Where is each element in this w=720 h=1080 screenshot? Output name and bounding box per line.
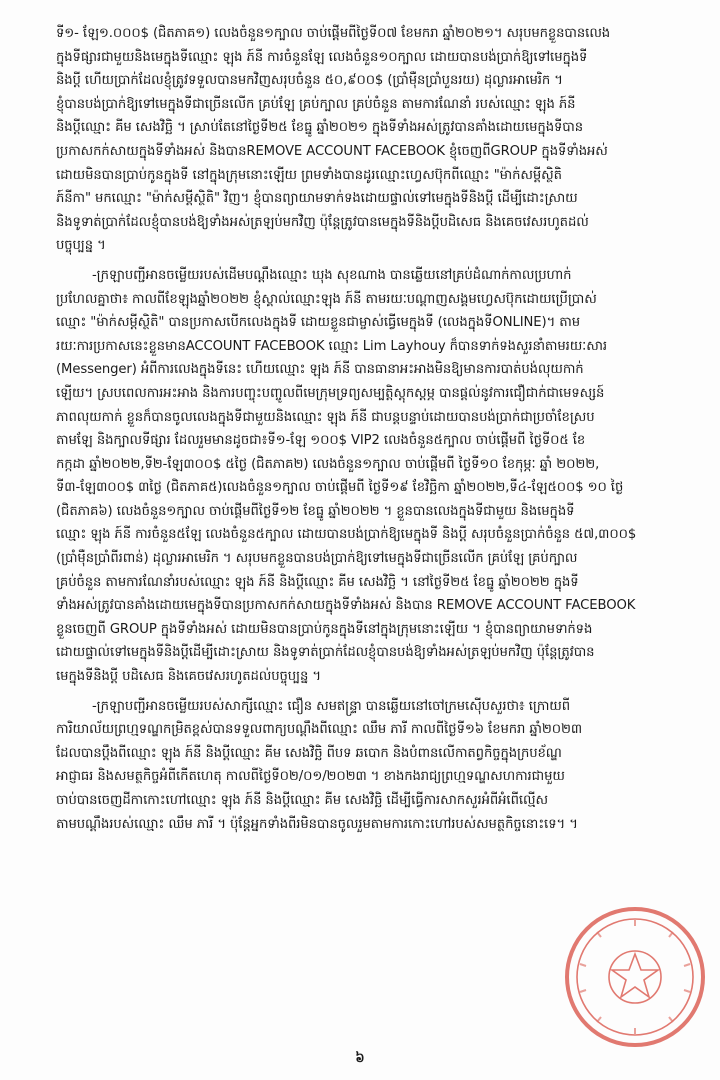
text-line: ការិយាល័យព្រហ្មទណ្ឌកម្រិតខ្ពស់បានទទួលពាក្យបណ្ដឹងពីឈ្មោះ ឈឹម ភារី កាលពីថ្ងៃទី១៦ ខែមករា ឆ្នាំ២០២៣: [56, 722, 583, 738]
text-line: ឡើយ។ ស្របពេលការអះអាង និងការបញ្ចុះបញ្ចូលពីមេក្រុមទ្រព្យសម្បត្តិស្ដុកស្ដម្ភ បានផ្ដល់នូវការជឿជាក់ជាមេទស្សន៍: [56, 385, 605, 401]
paragraph-1: [56, 22, 684, 258]
text-line: និងទូទាត់ប្រាក់ដែលខ្ញុំបានបង់ឱ្យទាំងអស់ត្រឡប់មកវិញ ប៉ុន្តែត្រូវបានមេក្នុងទីនិងប្ដីបដិសេធ និងគេចវេសរហូតដល់: [56, 214, 589, 230]
text-line: រយៈការប្រកាសនេះខ្លួនមានACCOUNT FACEBOOK ឈ្មោះ Lim Layhouy ក៏បានទាក់ទងសួរនាំតាមរយៈសារ: [56, 338, 607, 354]
text-line: ប្រកាសកក់សាយក្នុងទីទាំងអស់ និងបានREMOVE ACCOUNT FACEBOOK ខ្ញុំចេញពីGROUP ក្នុងទីទាំងអស់: [56, 143, 608, 159]
text-line: (ប្រាំម៉ឺនប្រាំពីរពាន់) ដុល្លារអាមេរិក ។ សរុបមកខ្លួនបានបង់ប្រាក់ឱ្យទៅមេក្នុងទីជាច្រើនលើក គ្រប់ឡែ គ្រប់ក្បាល: [56, 551, 578, 567]
text-line: ដោយផ្ទាល់ទៅមេក្នុងទីនិងប្ដីដើម្បីដោះស្រាយ និងទូទាត់ប្រាក់ដែលខ្ញុំបានបង់ឱ្យទាំងអស់ត្រឡប់មកវិញ ប៉ុន្តែត្រូវបាន: [56, 645, 595, 661]
text-line: ខ្ញុំបានបង់ប្រាក់ឱ្យទៅមេក្នុងទីជាច្រើនលើក គ្រប់ឡែ គ្រប់ក្បាល គ្រប់ចំនួន តាមការណែនាំ របស់ឈ្មោះ ឡុង ភ៍នី: [56, 96, 576, 112]
text-line: ចាប់បានចេញដីកាកោះហៅឈ្មោះ ឡុង ភ៍នី និងប្ដីឈ្មោះ គីម សេងវិច្ឆិ ដើម្បីធ្វើការសាកសួរអំពីអំពើល្មើស: [56, 793, 548, 808]
text-line: ទី១- ឡែ១.០០០$ (ជិតភាគ១) លេងចំនួន១ក្បាល ចាប់ផ្ដើមពីថ្ងៃទី០៧ ខែមករា ឆ្នាំ២០២១។ សរុបមកខ្លួនបានលេង: [56, 26, 611, 41]
text-line: ទី៣-ឡែ៣០០$ ៣ថ្ងៃ (ជិតភាគ៥)លេងចំនួន១ក្បាល ចាប់ផ្ដើមពី ថ្ងៃទី១៩ ខែវិច្ឆិកា ឆ្នាំ២០២២,ទី៤-ឡែ៥០០$ ១០ ថ្ងៃ: [56, 480, 624, 496]
text-line: -ក្រឡាបញ្ជីអានចម្លើយរបស់ដើមបណ្ដឹងឈ្មោះ ឃុង សុខណាង បានឆ្លើយនៅគ្រប់ដំណាក់កាលប្រហាក់: [92, 267, 572, 283]
paragraph-2: [56, 264, 684, 689]
text-line: ភ៍នីកា" មកឈ្មោះ "ម៉ាក់សម្ដីស្ថិតិ" វិញ។ ខ្ញុំបានព្យាយាមទាក់ទងដោយផ្ទាល់ទៅមេក្នុងទីនិងប្ដី ដើម្បីដោះស្រាយ: [56, 191, 578, 207]
text-line: និងប្ដី ហើយប្រាក់ដែលខ្ញុំត្រូវទទួលបានមកវិញសរុបចំនួន ៥០,៩០០$ (ប្រាំម៉ឺនប្រាំបួនរយ) ដុល្លារអាមេរិក ។: [56, 73, 563, 89]
text-line: ខ្លួនចេញពី GROUP ក្នុងទីទាំងអស់ ដោយមិនបានប្រាប់កូនក្នុងទីនៅក្នុងក្រុមនោះឡើយ ។ ខ្ញុំបានព្យាយាមទាក់ទង: [56, 621, 593, 637]
text-line: ប្រហែលគ្នាថា៖ កាលពីខែឡុងឆ្នាំ២០២២ ខ្ញុំស្គាល់ឈ្មោះឡុង ភ៍នី តាមរយៈបណ្ដាញសង្គមហ្វេសប៊ុកដោយប្រើប្រាស់: [56, 291, 597, 307]
text-line: ភាពលុយកាក់ ខ្លួនក៏បានចូលលេងក្នុងទីជាមួយនិងឈ្មោះ ឡុង ភ៍នី ជាបន្តបន្ទាប់ដោយបានបង់ប្រាក់ជាប្រចាំខែស្រប: [56, 409, 595, 425]
text-line: បច្ចុប្បន្ន ។: [56, 238, 106, 254]
text-line: មេក្នុងទីនិងប្ដី បដិសេធ និងគេចវេសរហូតដល់បច្ចុប្បន្ន ។: [56, 669, 321, 685]
text-line: អាជ្ញាធរ និងសមត្ថកិច្ចអំពីកើតហេតុ កាលពីថ្ងៃទី០២/០១/២០២៣ ។ ខាងកងរាជ្យព្រហ្មទណ្ឌសហការជាមួយ: [56, 769, 565, 785]
official-seal-stamp: [560, 902, 710, 1052]
text-line: ដោយមិនបានប្រាប់កូនក្នុងទី នៅក្នុងក្រុមនោះឡើយ ព្រមទាំងបានដូរឈ្មោះហ្វេសប៊ុកពីឈ្មោះ "ម៉ាក់សម្ដីស្ថិតិ: [56, 167, 562, 183]
paragraph-3: [56, 695, 684, 837]
text-line: ដែលបានប្ដឹងពីឈ្មោះ ឡុង ភ៍នី និងប្ដីឈ្មោះ គីម សេងវិច្ឆិ ពីបទ ឆបោក និងបំពានលើកាតព្វកិច្ចក្នុងក្របខ័ណ្ឌ: [56, 745, 562, 761]
document-body: [56, 22, 684, 842]
text-line: គ្រប់ចំនួន តាមការណែនាំរបស់ឈ្មោះ ឡុង ភ៍នី និងប្ដីឈ្មោះ គីម សេងវិច្ឆិ ។ នៅថ្ងៃទី២៥ ខែធ្នូ ឆ្នាំ២០២២ ក្នុងទី: [56, 574, 579, 590]
text-line: កក្កដា ឆ្នាំ២០២២,ទី២-ឡែ៣០០$ ៥ថ្ងៃ (ជិតភាគ២) លេងចំនួន១ក្បាល ចាប់ផ្ដើមពី ថ្ងៃទី១០ ខែកុម្ភៈ ឆ្នាំ ២០២២,: [56, 456, 600, 472]
text-line: និងប្ដីឈ្មោះ គីម សេងវិច្ឆិ ។ ស្រាប់តែនៅថ្ងៃទី២៥ ខែធ្នូ ឆ្នាំ២០២១ ក្នុងទីទាំងអស់ត្រូវបានគាំងដោយមេក្នុងទីបាន: [56, 120, 583, 136]
page-number: ៦: [355, 1051, 365, 1066]
text-line: ក្នុងទីផ្សារជាមួយនិងមេក្នុងទីឈ្មោះ ឡុង ភ៍នី ការចំនួនឡែ លេងចំនួន១០ក្បាល ដោយបានបង់ប្រាក់ឱ្យទៅមេក្នុងទី: [56, 49, 588, 65]
text-line: (ជិតភាគ៦) លេងចំនួន១ក្បាល ចាប់ផ្ដើមពីថ្ងៃទី១២ ខែធ្នូ ឆ្នាំ២០២២ ។ ខ្លួនបានលេងក្នុងទីជាមួយ និងមេក្នុងទី: [56, 503, 575, 519]
text-line: តាមបណ្ដឹងរបស់ឈ្មោះ ឈឹម ភារី ។ ប៉ុន្តែអ្នកទាំងពីរមិនបានចូលរួមតាមការកោះហៅរបស់សមត្ថកិច្ចនោះទេ។ ។: [56, 816, 578, 832]
text-line: -ក្រឡាបញ្ជីអានចម្លើយរបស់សាក្សីឈ្មោះ ជឿន សមឥន្ទ្រា បានឆ្លើយនៅចៅក្រមស៊ើបសួរថា៖ ក្រោយពី: [92, 698, 571, 714]
text-line: ទាំងអស់ត្រូវបានគាំងដោយមេក្នុងទីបានប្រកាសកក់សាយក្នុងទីទាំងអស់ និងបាន REMOVE ACCOUNT FACEBOOK: [56, 598, 636, 614]
text-line: តាមឡែ និងក្បាលទីផ្សារ ដែលរួមមានដូចជា៖ទី១-ឡែ ១០០$ VIP2 លេងចំនួន៥ក្បាល ចាប់ផ្ដើមពី ថ្ងៃទី០៥ ខែ: [56, 433, 586, 449]
text-line: (Messenger) អំពីការលេងក្នុងទីនេះ ហើយឈ្មោះ ឡុង ភ៍នី បានធានាអះអាងមិនឱ្យមានការបាត់បង់លុយកាក់: [56, 362, 584, 378]
text-line: ឈ្មោះ "ម៉ាក់សម្ដីស្ថិតិ" បានប្រកាសបើកលេងក្នុងទី ដោយខ្លួនជាម្ចាស់ធ្វើមេក្នុងទី (លេងក្នុងទីONLINE)។ តាម: [56, 315, 580, 331]
text-line: ឈ្មោះ ឡុង ភ៍នី ការចំនួន៥ឡែ លេងចំនួន៥ក្បាល ដោយបានបង់ប្រាក់ឱ្យមេក្នុងទី និងប្ដី សរុបចំនួនប្រាក់ចំនួន ៥៧,៣០០$: [56, 527, 637, 543]
